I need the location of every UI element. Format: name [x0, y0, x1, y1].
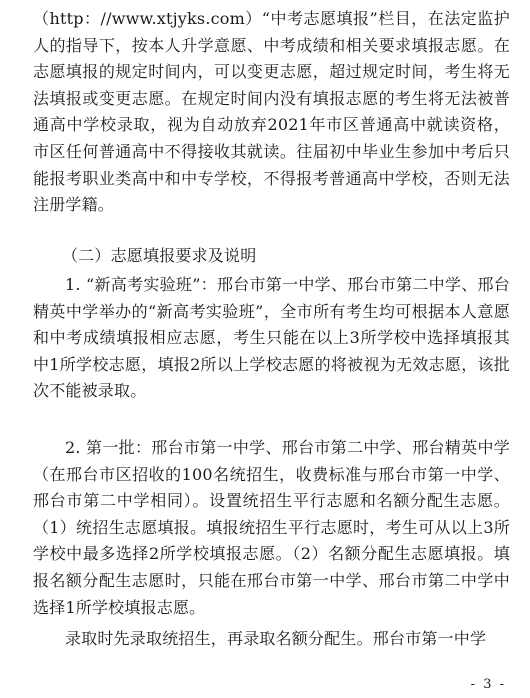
paragraph-registration-instructions: （http：//www.xtjyks.com）“中考志愿填报”栏目，在法定监护人的指导下，按本人升学意愿、中考成绩和相关要求填报志愿。在志愿填报的规定时间内，可以变更志愿，超过规定时间，考生将无法填报或变更志愿。在规定时间内没有填报志愿的考生将无法被普通高中学校录取，视为自动放弃2021年市区普通高中就读资格，市区任何普通高中不得接收其就读。往届初中毕业生参加中考后只能报考职业类高中和中专学校，不得报考普通高中学校，否则无法注册学籍。 — [33, 9, 510, 215]
paragraph-new-gaokao-class: 1. “新高考实验班”：邢台市第一中学、邢台市第二中学、邢台精英中学举办的“新高考实验班”，全市所有考生均可根据本人意愿和中考成绩填报相应志愿，考生只能在以上3所学校中选择填报其中1所学校志愿，填报2所以上学校志愿的将被视为无效志愿，该批次不能被录取。 — [33, 275, 510, 401]
section-heading-volunteer-requirements: （二）志愿填报要求及说明 — [62, 246, 257, 265]
paragraph-first-batch: 2. 第一批：邢台市第一中学、邢台市第二中学、邢台精英中学（在邢台市区招收的100名统招生，收费标准与邢台市第一中学、邢台市第二中学相同）。设置统招生平行志愿和名额分配生志愿。（1）统招生志愿填报。填报统招生平行志愿时，考生可从以上3所学校中最多选择2所学校填报志愿。（2）名额分配生志愿填报。填报名额分配生志愿时，只能在邢台市第一中学、邢台市第二中学中选择1所学校填报志愿。 — [33, 438, 510, 617]
paragraph-admission-order: 录取时先录取统招生，再录取名额分配生。邢台市第一中学 — [65, 629, 487, 648]
page-number: - 3 - — [470, 677, 506, 692]
